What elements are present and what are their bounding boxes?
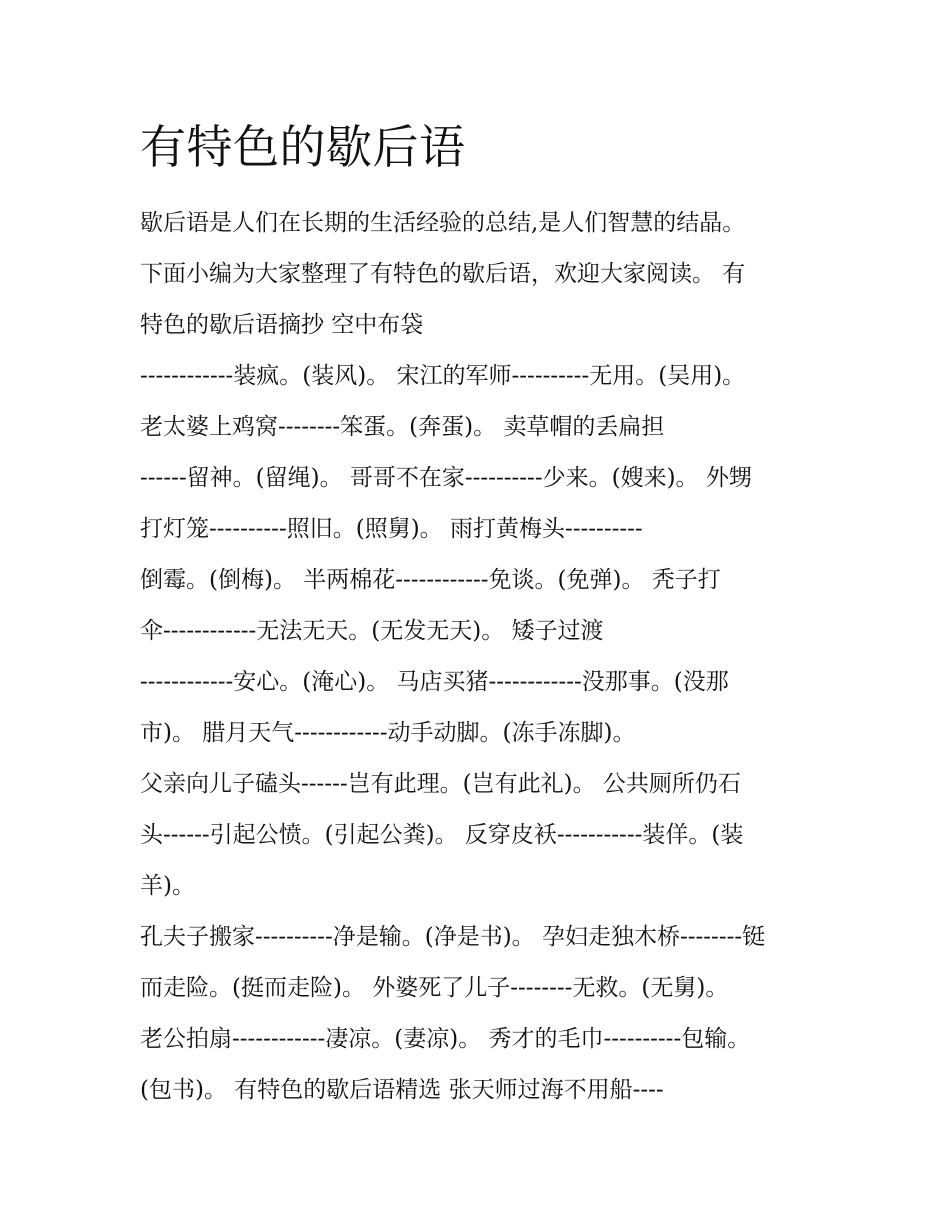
text-line: 打灯笼----------照旧。(照舅)。 雨打黄梅头---------- [140,516,643,542]
text-line: 伞------------无法无天。(无发无天)。 矮子过渡 [140,618,604,644]
text-line: 下面小编为大家整理了有特色的歇后语，欢迎大家阅读。 有 [140,261,746,287]
text-line: 孔夫子搬家----------净是输。(净是书)。 孕妇走独木桥--------铤 [140,924,766,950]
text-line: 而走险。(挺而走险)。 外婆死了儿子--------无救。(无舅)。 [140,975,729,1001]
text-line: 老太婆上鸡窝--------笨蛋。(奔蛋)。 卖草帽的丢扁担 [140,414,665,440]
text-line: 特色的歇后语摘抄 空中布袋 [140,312,424,338]
body-text [140,198,820,1116]
text-line: 歇后语是人们在长期的生活经验的总结,是人们智慧的结晶。 [140,210,746,236]
text-line: 头------引起公愤。(引起公粪)。 反穿皮袄-----------装佯。(装 [140,822,744,848]
text-line: 市)。 腊月天气------------动手动脚。(冻手冻脚)。 [140,720,636,746]
page-title: 有特色的歇后语 [140,120,466,174]
text-line: ------------安心。(淹心)。 马店买猪------------没那事。(没那 [140,669,729,695]
text-line: ------------装疯。(装风)。 宋江的军师----------无用。(吴用)。 [140,363,746,389]
text-line: 老公拍扇------------凄凉。(妻凉)。 秀才的毛巾----------包输。 [140,1026,751,1052]
text-line: 倒霉。(倒梅)。 半两棉花------------免谈。(免弹)。 秃子打 [140,567,721,593]
text-line: ------留神。(留绳)。 哥哥不在家----------少来。(嫂来)。 外甥 [140,465,752,491]
text-line: (包书)。 有特色的歇后语精选 张天师过海不用船---- [140,1077,664,1103]
text-line: 父亲向儿子磕头------岂有此理。(岂有此礼)。 公共厕所仍石 [140,771,741,797]
text-line: 羊)。 [140,873,195,899]
